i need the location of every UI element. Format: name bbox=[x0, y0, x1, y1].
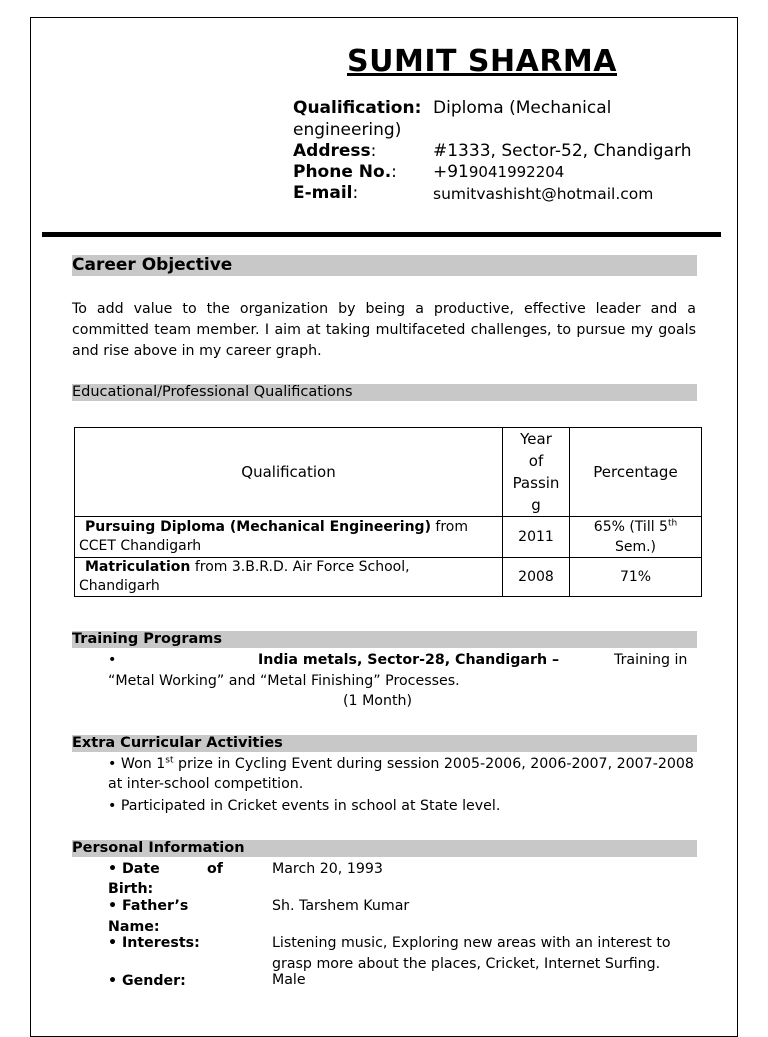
training-duration: (1 Month) bbox=[343, 693, 413, 709]
career-objective-heading: Career Objective bbox=[72, 255, 697, 276]
row-year: 2011 bbox=[503, 517, 570, 558]
extra-item-2: • Participated in Cricket events in school at State level. bbox=[108, 798, 501, 814]
training-company: India metals, Sector-28, Chandigarh – bbox=[258, 652, 560, 668]
father-label: • Father’s bbox=[108, 898, 189, 914]
qualification-value-cont: engineering) bbox=[293, 120, 402, 140]
table-row bbox=[75, 517, 702, 558]
father-value: Sh. Tarshem Kumar bbox=[272, 898, 410, 914]
phone-value: +919041992204 bbox=[433, 162, 565, 182]
header-divider bbox=[42, 232, 721, 237]
training-bullet: • bbox=[108, 652, 117, 668]
candidate-name: SUMIT SHARMA bbox=[347, 44, 617, 79]
qualifications-table bbox=[74, 427, 702, 597]
training-description: “Metal Working” and “Metal Finishing” Processes. bbox=[108, 673, 460, 689]
father-label-cont: Name: bbox=[108, 919, 160, 935]
phone-label: Phone No.: bbox=[293, 162, 397, 182]
address-label: Address: bbox=[293, 141, 377, 161]
row-qualification: Matriculation from 3.B.R.D. Air Force School, Chandigarh bbox=[75, 558, 503, 597]
dob-label-cont: Birth: bbox=[108, 881, 154, 897]
row-percentage: 71% bbox=[570, 558, 702, 597]
row-qualification: Pursuing Diploma (Mechanical Engineering) from CCET Chandigarh bbox=[75, 517, 503, 558]
qualification-value: Diploma (Mechanical bbox=[433, 98, 612, 118]
col-year: Year of Passin g bbox=[503, 428, 570, 517]
email-value: sumitvashisht@hotmail.com bbox=[433, 185, 654, 203]
col-percentage: Percentage bbox=[570, 428, 702, 517]
training-heading: Training Programs bbox=[72, 631, 697, 648]
dob-value: March 20, 1993 bbox=[272, 861, 383, 877]
extra-item-1-cont: at inter-school competition. bbox=[108, 776, 304, 792]
career-line-3: and rise above in my career graph. bbox=[72, 343, 322, 359]
interests-value-cont: grasp more about the places, Cricket, Internet Surfing. bbox=[272, 956, 661, 972]
career-line-2: committed team member. I aim at taking multifaceted challenges, to pursue my goals bbox=[72, 322, 696, 338]
email-label: E-mail: bbox=[293, 183, 359, 203]
col-qualification: Qualification bbox=[75, 428, 503, 517]
table-header-row bbox=[75, 428, 702, 517]
row-year: 2008 bbox=[503, 558, 570, 597]
row-percentage: 65% (Till 5th Sem.) bbox=[570, 517, 702, 558]
gender-value: Male bbox=[272, 972, 306, 988]
interests-label: • Interests: bbox=[108, 935, 200, 951]
qualification-label: Qualification: bbox=[293, 98, 422, 118]
gender-label: • Gender: bbox=[108, 973, 186, 989]
career-line-1: To add value to the organization by being a productive, effective leader and a bbox=[72, 301, 696, 317]
training-label: Training in bbox=[614, 652, 688, 668]
extra-curricular-heading: Extra Curricular Activities bbox=[72, 735, 697, 752]
extra-item-1: • Won 1st prize in Cycling Event during session 2005-2006, 2006-2007, 2007-2008 bbox=[108, 755, 694, 772]
dob-label: • Date bbox=[108, 861, 160, 877]
table-row bbox=[75, 558, 702, 597]
personal-info-heading: Personal Information bbox=[72, 840, 697, 857]
address-value: #1333, Sector-52, Chandigarh bbox=[433, 141, 692, 161]
dob-label-of: of bbox=[207, 861, 223, 877]
education-heading: Educational/Professional Qualifications bbox=[72, 384, 697, 401]
interests-value: Listening music, Exploring new areas with an interest to bbox=[272, 935, 671, 951]
career-objective-text bbox=[72, 299, 696, 362]
